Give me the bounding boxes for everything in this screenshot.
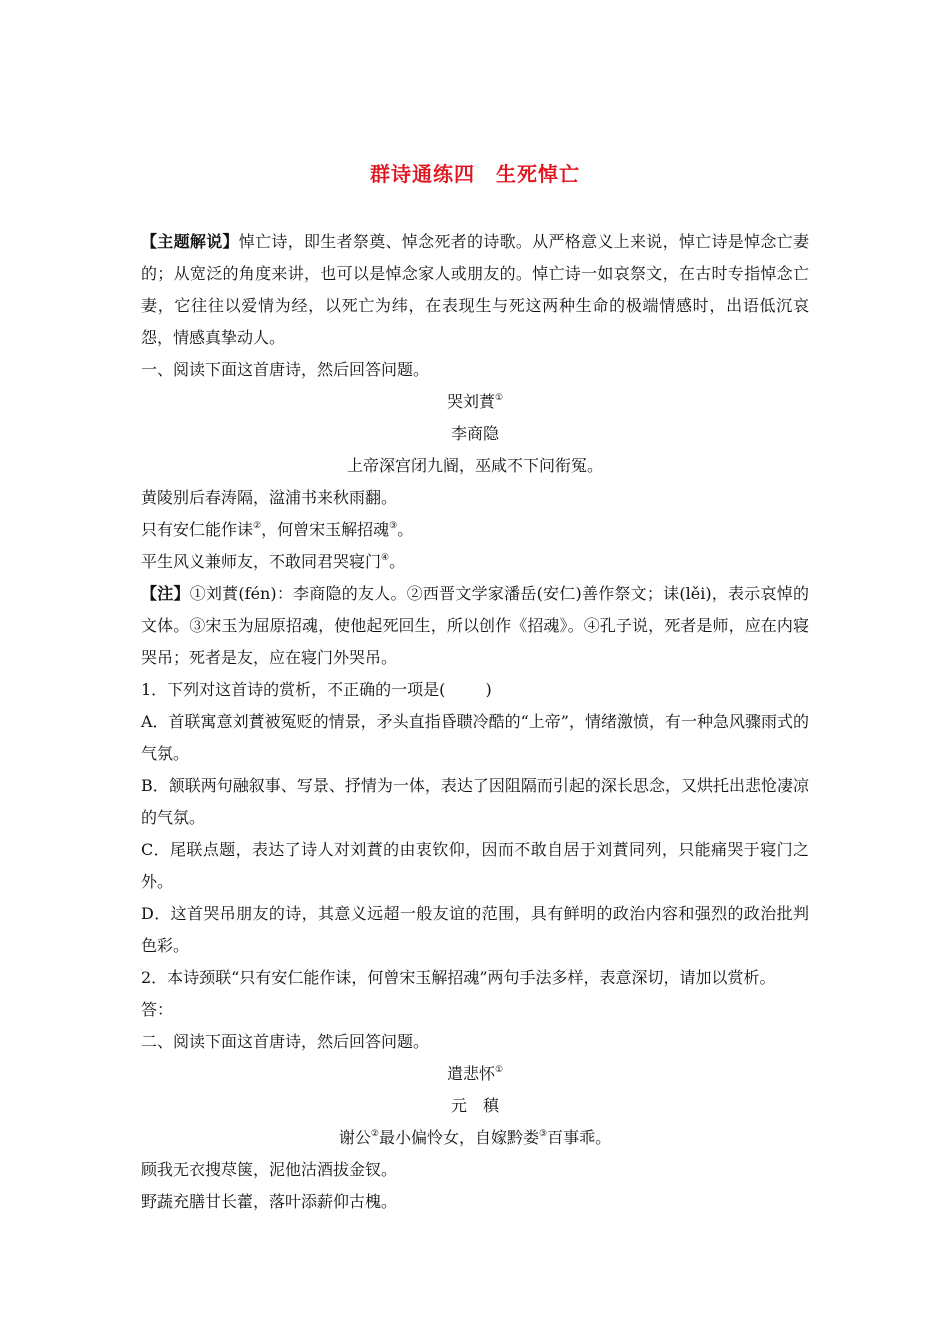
option-a: A．首联寓意刘蕡被冤贬的情景，矛头直指昏聩冷酷的“上帝”，情绪激愤，有一种急风骤雨式的气氛。	[141, 712, 809, 763]
poem1-line-4	[141, 546, 809, 578]
poem2-line-1-part: 最小偏怜女，自嫁黔娄	[378, 1128, 539, 1147]
section1-heading: 一、阅读下面这首唐诗，然后回答问题。	[141, 360, 430, 379]
question-1-stem-text: 1．下列对这首诗的赏析，不正确的一项是(	[141, 680, 446, 699]
notes-label: 【注】	[141, 584, 190, 603]
question-2-stem: 2．本诗颈联“只有安仁能作诔，何曾宋玉解招魂”两句手法多样，表意深切，请加以赏析。	[141, 968, 776, 987]
theme-text: 悼亡诗，即生者祭奠、悼念死者的诗歌。从严格意义上来说，悼亡诗是悼念亡妻的；从宽泛的角度来讲，也可以是悼念家人或朋友的。悼亡诗一如哀祭文，在古时专指悼念亡妻，它往往以爱情为经，以死亡为纬，在表现生与死这两种生命的极端情感时，出语低沉哀怨，情感真挚动人。	[141, 232, 809, 347]
poem2-line-1	[141, 1122, 809, 1154]
poem1-line-1: 上帝深宫闭九阍，巫咸不下问衔冤。	[346, 456, 603, 475]
note-mark: ④	[381, 553, 390, 563]
question-1-stem	[141, 674, 809, 706]
note-mark: ②	[370, 1129, 379, 1139]
option-b: B．颔联两句融叙事、写景、抒情为一体，表达了因阻隔而引起的深长思念，又烘托出悲怆凄凉的气氛。	[141, 776, 809, 827]
poem1-line-4-part: 。	[389, 552, 406, 571]
answer-label: 答：	[141, 1000, 174, 1019]
option-c: C．尾联点题，表达了诗人对刘蕡的由衷钦仰，因而不敢自居于刘蕡同列，只能痛哭于寝门之外。	[141, 840, 809, 891]
poem1-line-3-part: 。	[397, 520, 414, 539]
note-mark: ③	[539, 1129, 548, 1139]
poem2-line-2: 顾我无衣搜荩箧，泥他沽酒拔金钗。	[141, 1160, 398, 1179]
poem2-line-1-part: 百事乖。	[547, 1128, 612, 1147]
poem1-title-note: ①	[494, 393, 504, 403]
notes-text: ①刘蕡(fén)：李商隐的友人。②西晋文学家潘岳(安仁)善作祭文；诔(lěi)，表示哀悼的文体。③宋玉为屈原招魂，使他起死回生，所以创作《招魂》。④孔子说，死者是师，应在内寝哭吊；死者是友，应在寝门外哭吊。	[141, 584, 809, 667]
document-body	[141, 226, 809, 1218]
poem1-title	[141, 386, 809, 418]
poem2-title	[141, 1058, 809, 1090]
poem2-author: 元 稹	[450, 1096, 499, 1115]
option-d: D．这首哭吊朋友的诗，其意义远超一般友谊的范围，具有鲜明的政治内容和强烈的政治批判色彩。	[141, 904, 809, 955]
question-1-stem-close: )	[485, 680, 492, 699]
poem1-author: 李商隐	[450, 424, 499, 443]
poem1-title-text: 哭刘蕡	[446, 392, 495, 411]
page-title: 群诗通练四 生死悼亡	[370, 162, 580, 186]
poem2-title-note: ①	[494, 1065, 504, 1075]
poem1-line-2: 黄陵别后春涛隔，湓浦书来秋雨翻。	[141, 488, 398, 507]
poem2-line-3: 野蔬充膳甘长藿，落叶添薪仰古槐。	[141, 1192, 398, 1211]
section2-heading: 二、阅读下面这首唐诗，然后回答问题。	[141, 1032, 430, 1051]
poem1-line-3-part: ，何曾宋玉解招魂	[261, 520, 390, 539]
theme-label: 【主题解说】	[141, 232, 239, 251]
poem1-line-4-part: 平生风义兼师友，不敢同君哭寝门	[141, 552, 382, 571]
note-mark: ②	[253, 521, 262, 531]
poem1-line-3	[141, 514, 809, 546]
poem2-line-1-part: 谢公	[338, 1128, 371, 1147]
poem1-line-3-part: 只有安仁能作诔	[141, 520, 254, 539]
note-mark: ③	[389, 521, 398, 531]
poem2-title-text: 遣悲怀	[446, 1064, 495, 1083]
theme-paragraph	[141, 226, 809, 354]
notes-paragraph	[141, 578, 809, 674]
